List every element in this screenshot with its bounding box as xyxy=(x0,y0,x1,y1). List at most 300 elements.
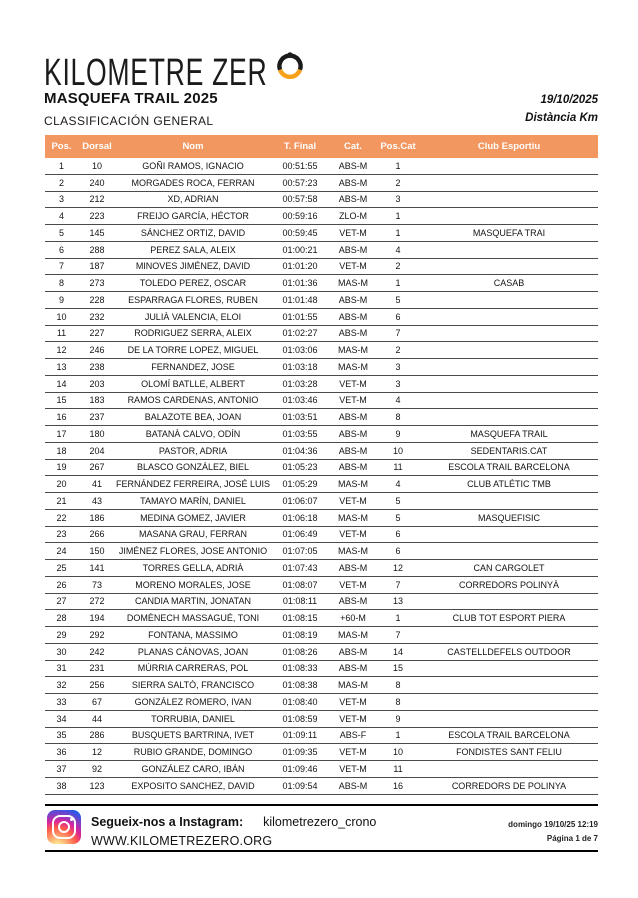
cell-category: ABS-M xyxy=(338,462,368,473)
cell-bib-number: 288 xyxy=(89,244,105,255)
instagram-camera-lens xyxy=(58,821,70,833)
cell-category: VET-M xyxy=(339,579,367,590)
cell-bib-number: 187 xyxy=(89,261,105,272)
cell-position: 21 xyxy=(56,495,67,506)
cell-category-position: 1 xyxy=(395,278,401,289)
cell-bib-number: 228 xyxy=(89,294,105,305)
cell-bib-number: 266 xyxy=(89,529,105,540)
table-row xyxy=(45,275,598,292)
cell-category: ABS-M xyxy=(338,596,368,607)
cell-runner-name: BALAZOTE BEA, JOAN xyxy=(144,412,242,423)
cell-position: 15 xyxy=(56,395,67,406)
cell-club: ESCOLA TRAIL BARCELONA xyxy=(448,462,570,473)
cell-bib-number: 44 xyxy=(91,713,102,724)
cell-position: 33 xyxy=(56,696,67,707)
cell-category: MAS-M xyxy=(338,479,368,490)
cell-club: SEDENTARIS.CAT xyxy=(470,445,548,456)
cell-club: CLUB ATLÉTIC TMB xyxy=(467,479,551,490)
cell-bib-number: 145 xyxy=(89,227,105,238)
table-row xyxy=(45,594,598,611)
cell-category: MAS-M xyxy=(338,512,368,523)
classification-subtitle: CLASSIFICACIÓN GENERAL xyxy=(44,114,214,128)
cell-bib-number: 237 xyxy=(89,412,105,423)
cell-category-position: 7 xyxy=(395,629,401,640)
cell-position: 16 xyxy=(56,412,67,423)
cell-category: ABS-M xyxy=(338,663,368,674)
table-row xyxy=(45,510,598,527)
cell-final-time: 01:05:23 xyxy=(282,462,318,473)
cell-position: 12 xyxy=(56,345,67,356)
cell-final-time: 01:02:27 xyxy=(282,328,318,339)
cell-position: 8 xyxy=(58,278,64,289)
cell-runner-name: JULIÀ VALENCIA, ELOI xyxy=(144,311,242,322)
table-row xyxy=(45,644,598,661)
cell-position: 6 xyxy=(58,244,64,255)
cell-category-position: 8 xyxy=(395,696,401,707)
cell-category: MAS-M xyxy=(338,680,368,691)
cell-final-time: 01:08:11 xyxy=(282,596,318,607)
cell-club: CLUB TOT ESPORT PIERA xyxy=(452,613,566,624)
cell-club: CAN CARGOLET xyxy=(473,562,545,573)
instagram-handle: kilometrezero_crono xyxy=(263,815,377,829)
instagram-camera-flash-dot xyxy=(70,818,73,821)
cell-final-time: 01:08:59 xyxy=(282,713,318,724)
cell-bib-number: 180 xyxy=(89,428,105,439)
cell-position: 25 xyxy=(56,562,67,573)
cell-runner-name: MASANA GRAU, FERRAN xyxy=(138,529,248,540)
cell-position: 26 xyxy=(56,579,67,590)
cell-runner-name: GOÑI RAMOS, IGNACIO xyxy=(142,160,244,171)
cell-runner-name: PEREZ SALA, ALEIX xyxy=(150,244,236,255)
cell-position: 38 xyxy=(56,780,67,791)
cell-final-time: 01:09:54 xyxy=(282,780,318,791)
cell-bib-number: 267 xyxy=(89,462,105,473)
cell-runner-name: MINOVES JIMÉNEZ, DAVID xyxy=(135,261,251,272)
cell-runner-name: SÁNCHEZ ORTIZ, DAVID xyxy=(140,227,246,238)
cell-final-time: 00:59:45 xyxy=(282,227,318,238)
cell-category-position: 10 xyxy=(392,747,403,758)
cell-category-position: 9 xyxy=(395,428,401,439)
distance-label: Distància Km xyxy=(525,112,598,124)
cell-bib-number: 242 xyxy=(89,646,105,657)
cell-category: VET-M xyxy=(339,378,367,389)
cell-position: 3 xyxy=(58,194,64,205)
cell-position: 7 xyxy=(58,261,64,272)
cell-final-time: 01:07:43 xyxy=(282,562,318,573)
cell-final-time: 01:06:07 xyxy=(282,495,318,506)
cell-bib-number: 186 xyxy=(89,512,105,523)
cell-runner-name: BLASCO GONZÁLEZ, BIEL xyxy=(136,462,250,473)
cell-bib-number: 212 xyxy=(89,194,105,205)
cell-runner-name: XD, ADRIAN xyxy=(167,194,219,205)
cell-bib-number: 204 xyxy=(89,445,105,456)
table-row xyxy=(45,342,598,359)
logo-wordmark: KILOMETRE ZER xyxy=(44,52,268,94)
table-row xyxy=(45,460,598,477)
table-row xyxy=(45,259,598,276)
table-row xyxy=(45,661,598,678)
table-row xyxy=(45,292,598,309)
cell-category-position: 11 xyxy=(393,462,403,473)
cell-position: 18 xyxy=(56,445,67,456)
table-row xyxy=(45,778,598,795)
table-row xyxy=(45,326,598,343)
cell-final-time: 01:03:28 xyxy=(282,378,318,389)
cell-category: ABS-M xyxy=(338,428,368,439)
cell-category: VET-M xyxy=(339,261,367,272)
table-row xyxy=(45,728,598,745)
cell-runner-name: CANDIA MARTIN, JONATAN xyxy=(134,596,251,607)
cell-category-position: 10 xyxy=(392,445,403,456)
cell-runner-name: DE LA TORRE LOPEZ, MIGUEL xyxy=(127,345,259,356)
cell-position: 27 xyxy=(56,596,67,607)
cell-position: 36 xyxy=(56,747,67,758)
cell-category-position: 6 xyxy=(395,311,401,322)
cell-final-time: 00:57:23 xyxy=(282,177,318,188)
cell-category-position: 4 xyxy=(395,479,401,490)
table-row xyxy=(45,208,598,225)
col-header-club: Club Esportiu xyxy=(477,141,541,152)
cell-position: 29 xyxy=(56,629,67,640)
instagram-icon xyxy=(47,810,81,844)
cell-category-position: 3 xyxy=(395,361,401,372)
cell-final-time: 00:57:58 xyxy=(282,194,318,205)
cell-bib-number: 141 xyxy=(89,562,105,573)
table-row xyxy=(45,225,598,242)
cell-final-time: 01:08:38 xyxy=(282,680,318,691)
cell-bib-number: 240 xyxy=(89,177,105,188)
cell-runner-name: RUBIO GRANDE, DOMINGO xyxy=(133,747,253,758)
col-header-dorsal: Dorsal xyxy=(82,141,112,152)
cell-bib-number: 183 xyxy=(89,395,105,406)
table-row xyxy=(45,711,598,728)
cell-category: MAS-M xyxy=(338,546,368,557)
table-row xyxy=(45,443,598,460)
table-row xyxy=(45,376,598,393)
cell-runner-name: PLANAS CÁNOVAS, JOAN xyxy=(137,646,249,657)
cell-category: MAS-M xyxy=(338,629,368,640)
table-row xyxy=(45,175,598,192)
event-title: MASQUEFA TRAIL 2025 xyxy=(44,90,218,107)
cell-category: ABS-M xyxy=(338,160,368,171)
cell-category-position: 1 xyxy=(395,211,401,222)
cell-category: ABS-M xyxy=(338,194,368,205)
cell-category: VET-M xyxy=(339,495,367,506)
cell-final-time: 00:59:16 xyxy=(282,211,318,222)
cell-runner-name: BATANÀ CALVO, ODÍN xyxy=(145,428,241,439)
cell-category: ABS-M xyxy=(338,244,368,255)
follow-line xyxy=(91,815,376,829)
cell-position: 4 xyxy=(58,211,64,222)
cell-category: ABS-M xyxy=(338,780,368,791)
cell-category-position: 15 xyxy=(392,663,403,674)
cell-category-position: 1 xyxy=(395,730,401,741)
cell-bib-number: 272 xyxy=(89,596,105,607)
cell-runner-name: FONTANA, MASSIMO xyxy=(148,629,238,640)
cell-category: ABS-F xyxy=(339,730,367,741)
table-row xyxy=(45,158,598,175)
cell-runner-name: RAMOS CARDENAS, ANTONIO xyxy=(127,395,259,406)
cell-category: ABS-M xyxy=(338,294,368,305)
cell-runner-name: TORRUBIA, DANIEL xyxy=(151,713,235,724)
cell-position: 9 xyxy=(58,294,64,305)
cell-final-time: 01:06:49 xyxy=(282,529,318,540)
table-row xyxy=(45,677,598,694)
cell-final-time: 01:00:21 xyxy=(282,244,318,255)
kilometre-zero-logo xyxy=(44,50,305,92)
table-body xyxy=(45,158,598,795)
cell-final-time: 01:09:11 xyxy=(282,730,318,741)
cell-final-time: 01:01:55 xyxy=(282,311,318,322)
cell-position: 5 xyxy=(58,227,64,238)
cell-category: ABS-M xyxy=(338,412,368,423)
cell-position: 28 xyxy=(56,613,67,624)
table-row xyxy=(45,610,598,627)
footer-top-divider xyxy=(45,804,598,806)
cell-category-position: 8 xyxy=(395,680,401,691)
cell-final-time: 01:09:46 xyxy=(282,763,318,774)
cell-category-position: 2 xyxy=(395,345,401,356)
cell-runner-name: TAMAYO MARÍN, DANIEL xyxy=(140,495,246,506)
cell-runner-name: ESPARRAGA FLORES, RUBEN xyxy=(128,294,258,305)
cell-category-position: 11 xyxy=(393,763,403,774)
cell-category-position: 1 xyxy=(395,613,401,624)
cell-bib-number: 231 xyxy=(89,663,105,674)
table-row xyxy=(45,744,598,761)
cell-bib-number: 123 xyxy=(89,780,105,791)
table-row xyxy=(45,409,598,426)
cell-category: VET-M xyxy=(339,529,367,540)
cell-club: ESCOLA TRAIL BARCELONA xyxy=(448,730,570,741)
cell-category-position: 1 xyxy=(395,160,401,171)
cell-category: VET-M xyxy=(339,227,367,238)
cell-bib-number: 203 xyxy=(89,378,105,389)
cell-category-position: 3 xyxy=(395,194,401,205)
cell-category: MAS-M xyxy=(338,345,368,356)
cell-bib-number: 246 xyxy=(89,345,105,356)
cell-bib-number: 12 xyxy=(91,747,102,758)
cell-category-position: 5 xyxy=(395,495,401,506)
cell-category-position: 13 xyxy=(392,596,403,607)
cell-final-time: 01:08:15 xyxy=(282,613,318,624)
cell-final-time: 01:03:46 xyxy=(282,395,318,406)
cell-club: MASQUEFA TRAIL xyxy=(470,428,548,439)
cell-category: MAS-M xyxy=(338,361,368,372)
cell-position: 37 xyxy=(56,763,67,774)
footer-bottom-divider xyxy=(45,850,598,852)
cell-runner-name: MORENO MORALES, JOSE xyxy=(135,579,251,590)
cell-bib-number: 256 xyxy=(89,680,105,691)
table-row xyxy=(45,560,598,577)
cell-bib-number: 223 xyxy=(89,211,105,222)
cell-runner-name: TORRES GELLA, ADRIÀ xyxy=(142,562,244,573)
cell-club: CORREDORS DE POLINYA xyxy=(451,780,567,791)
table-row xyxy=(45,577,598,594)
table-row xyxy=(45,493,598,510)
cell-runner-name: BUSQUETS BARTRINA, IVET xyxy=(131,730,255,741)
cell-club: MASQUEFA TRAI xyxy=(472,227,546,238)
stopwatch-o-icon xyxy=(275,50,305,93)
cell-runner-name: SIERRA SALTÓ, FRANCISCO xyxy=(131,680,255,691)
cell-category-position: 6 xyxy=(395,529,401,540)
cell-final-time: 01:08:19 xyxy=(282,629,318,640)
cell-runner-name: EXPOSITO SANCHEZ, DAVID xyxy=(131,780,255,791)
cell-category: VET-M xyxy=(339,395,367,406)
cell-club: MASQUEFISIC xyxy=(477,512,540,523)
col-header-pos: Pos. xyxy=(51,141,72,152)
table-row xyxy=(45,242,598,259)
cell-bib-number: 227 xyxy=(89,328,105,339)
cell-final-time: 01:01:48 xyxy=(282,294,318,305)
cell-category: +60-M xyxy=(340,613,366,624)
cell-bib-number: 10 xyxy=(91,160,102,171)
table-row xyxy=(45,476,598,493)
page-number: Página 1 de 7 xyxy=(546,834,598,843)
cell-runner-name: JIMÉNEZ FLORES, JOSE ANTONIO xyxy=(118,546,268,557)
cell-category: ABS-M xyxy=(338,177,368,188)
cell-category: ABS-M xyxy=(338,328,368,339)
cell-category: ABS-M xyxy=(338,445,368,456)
cell-bib-number: 238 xyxy=(89,361,105,372)
cell-position: 32 xyxy=(56,680,67,691)
cell-final-time: 01:08:07 xyxy=(282,579,318,590)
cell-position: 22 xyxy=(56,512,67,523)
cell-final-time: 01:06:18 xyxy=(282,512,318,523)
cell-final-time: 01:01:36 xyxy=(282,278,318,289)
table-row xyxy=(45,359,598,376)
cell-category-position: 4 xyxy=(395,244,401,255)
cell-runner-name: MEDINA GOMEZ, JAVIER xyxy=(140,512,246,523)
cell-runner-name: FERNANDEZ, JOSE xyxy=(151,361,235,372)
cell-category-position: 12 xyxy=(392,562,403,573)
cell-category: ABS-M xyxy=(338,562,368,573)
print-timestamp: domingo 19/10/25 12:19 xyxy=(508,820,598,829)
cell-position: 10 xyxy=(56,311,67,322)
cell-club: FONDISTES SANT FELIU xyxy=(456,747,562,758)
cell-position: 14 xyxy=(56,378,67,389)
cell-category-position: 4 xyxy=(395,395,401,406)
cell-runner-name: MÚRRIA CARRERAS, POL xyxy=(137,663,249,674)
cell-position: 35 xyxy=(56,730,67,741)
cell-final-time: 01:03:18 xyxy=(282,361,318,372)
cell-category-position: 5 xyxy=(395,294,401,305)
cell-category: ABS-M xyxy=(338,646,368,657)
col-header-pos-cat: Pos.Cat xyxy=(380,141,416,152)
cell-runner-name: FERNÁNDEZ FERREIRA, JOSÉ LUIS xyxy=(116,479,270,490)
cell-bib-number: 150 xyxy=(89,546,105,557)
cell-final-time: 01:04:36 xyxy=(282,445,318,456)
table-row xyxy=(45,761,598,778)
table-row xyxy=(45,694,598,711)
cell-final-time: 01:03:55 xyxy=(282,428,318,439)
cell-bib-number: 286 xyxy=(89,730,105,741)
website-url: WWW.KILOMETREZERO.ORG xyxy=(91,834,273,848)
cell-final-time: 01:07:05 xyxy=(282,546,318,557)
cell-final-time: 01:08:26 xyxy=(282,646,318,657)
table-row xyxy=(45,192,598,209)
table-row xyxy=(45,309,598,326)
results-table xyxy=(45,135,598,795)
col-header-t-final: T. Final xyxy=(283,141,317,152)
cell-category-position: 8 xyxy=(395,412,401,423)
cell-category-position: 7 xyxy=(395,328,401,339)
cell-final-time: 01:03:51 xyxy=(282,412,318,423)
col-header-nom: Nom xyxy=(182,141,204,152)
cell-position: 2 xyxy=(58,177,64,188)
table-row xyxy=(45,527,598,544)
cell-position: 34 xyxy=(56,713,67,724)
cell-club: CASAB xyxy=(493,278,525,289)
cell-runner-name: DOMÈNECH MASSAGUÉ, TONI xyxy=(126,613,260,624)
cell-category: VET-M xyxy=(339,747,367,758)
table-row xyxy=(45,426,598,443)
cell-category: VET-M xyxy=(339,713,367,724)
table-row xyxy=(45,543,598,560)
cell-final-time: 01:05:29 xyxy=(282,479,318,490)
cell-bib-number: 73 xyxy=(91,579,102,590)
follow-label: Segueix-nos a Instagram: xyxy=(91,815,244,829)
cell-bib-number: 194 xyxy=(89,613,105,624)
cell-position: 24 xyxy=(56,546,67,557)
cell-category: ABS-M xyxy=(338,311,368,322)
cell-category: MAS-M xyxy=(338,278,368,289)
cell-category-position: 2 xyxy=(395,261,401,272)
cell-position: 23 xyxy=(56,529,67,540)
table-row xyxy=(45,393,598,410)
cell-final-time: 01:01:20 xyxy=(282,261,318,272)
cell-runner-name: GONZÁLEZ ROMERO, IVAN xyxy=(134,696,252,707)
cell-bib-number: 273 xyxy=(89,278,105,289)
cell-bib-number: 232 xyxy=(89,311,105,322)
cell-runner-name: GONZÁLEZ CARO, IBÁN xyxy=(141,763,245,774)
table-row xyxy=(45,627,598,644)
cell-position: 19 xyxy=(56,462,67,473)
cell-runner-name: OLOMÍ BATLLE, ALBERT xyxy=(141,378,245,389)
cell-runner-name: PASTOR, ADRIA xyxy=(158,445,228,456)
cell-category: VET-M xyxy=(339,696,367,707)
cell-position: 17 xyxy=(56,428,67,439)
cell-bib-number: 92 xyxy=(91,763,102,774)
cell-final-time: 00:51:55 xyxy=(282,160,318,171)
cell-category-position: 3 xyxy=(395,378,401,389)
cell-position: 30 xyxy=(56,646,67,657)
cell-bib-number: 43 xyxy=(91,495,102,506)
cell-runner-name: TOLEDO PEREZ, OSCAR xyxy=(139,278,247,289)
cell-runner-name: MORGADES ROCA, FERRAN xyxy=(131,177,255,188)
table-header-row xyxy=(45,135,598,158)
cell-final-time: 01:03:06 xyxy=(282,345,318,356)
cell-category-position: 1 xyxy=(395,227,401,238)
cell-position: 11 xyxy=(56,328,67,339)
cell-club: CORREDORS POLINYÀ xyxy=(458,579,560,590)
cell-runner-name: FREIJO GARCÍA, HÉCTOR xyxy=(137,211,249,222)
cell-final-time: 01:08:33 xyxy=(282,663,318,674)
cell-position: 13 xyxy=(56,361,67,372)
cell-bib-number: 292 xyxy=(89,629,105,640)
cell-category-position: 5 xyxy=(395,512,401,523)
cell-category-position: 6 xyxy=(395,546,401,557)
cell-category: ZLO-M xyxy=(339,211,367,222)
cell-position: 1 xyxy=(58,160,64,171)
cell-category-position: 9 xyxy=(395,713,401,724)
cell-final-time: 01:09:35 xyxy=(282,747,318,758)
cell-category-position: 7 xyxy=(395,579,401,590)
cell-final-time: 01:08:40 xyxy=(282,696,318,707)
cell-runner-name: RODRIGUEZ SERRA, ALEIX xyxy=(134,328,252,339)
cell-club: CASTELLDEFELS OUTDOOR xyxy=(447,646,571,657)
cell-category: VET-M xyxy=(339,763,367,774)
cell-position: 31 xyxy=(56,663,67,674)
